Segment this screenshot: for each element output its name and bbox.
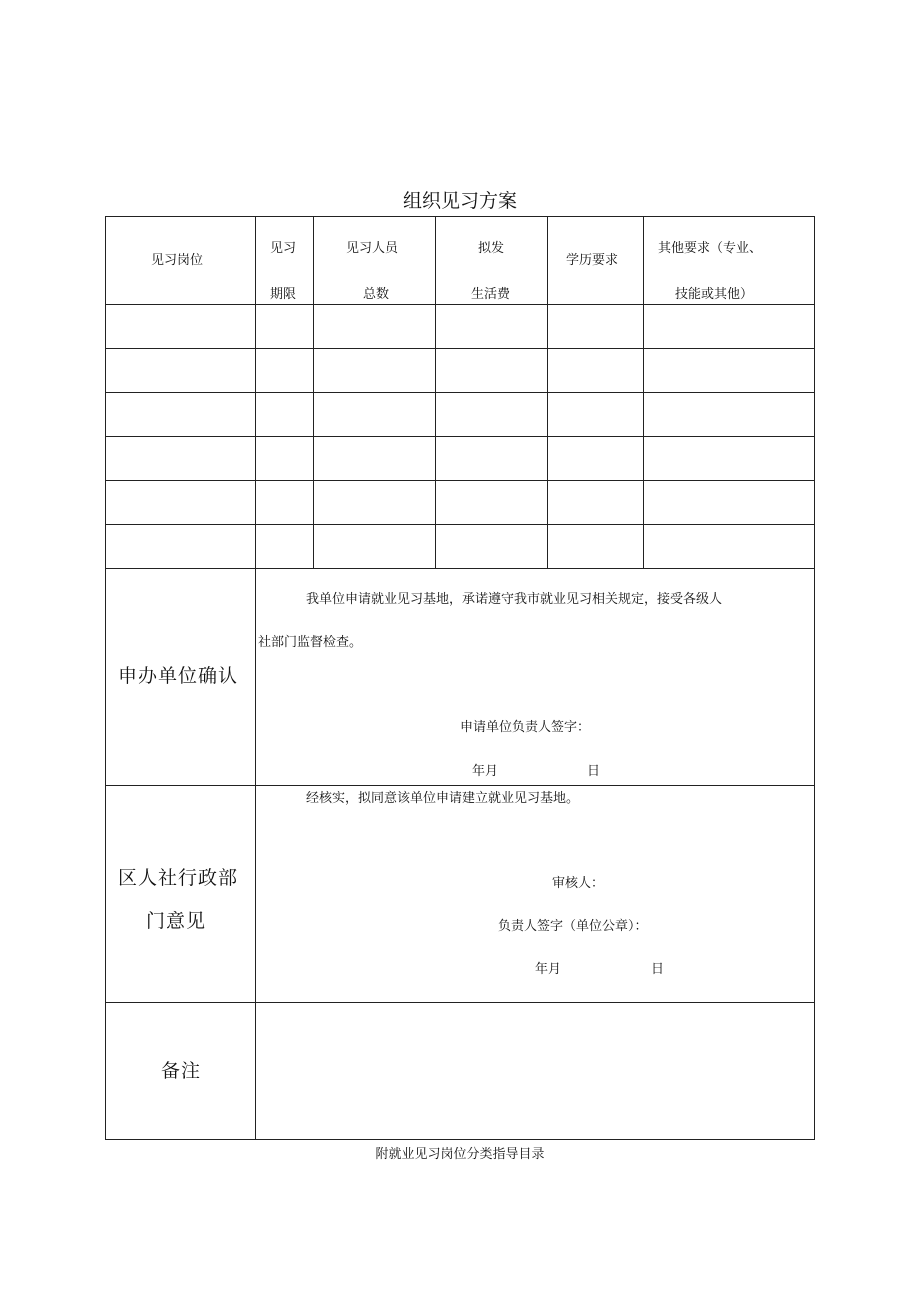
district-signature: 负责人签字（单位公章）：: [498, 919, 648, 934]
table-line: [105, 392, 815, 393]
district-label-line1: 区人社行政部: [118, 867, 239, 889]
district-label-line2: 门意见: [146, 910, 207, 932]
header-period-line1: 见习: [270, 241, 297, 256]
header-count-line1: 见习人员: [346, 241, 399, 256]
applicant-label: 申办单位确认: [118, 665, 239, 687]
table-line: [814, 216, 815, 1140]
district-statement: 经核实，拟同意该单位申请建立就业见习基地。: [306, 791, 580, 806]
header-position: 见习岗位: [151, 253, 204, 268]
remarks-label: 备注: [161, 1060, 202, 1082]
table-line: [105, 524, 815, 525]
district-day: 日: [651, 962, 665, 977]
table-line: [643, 216, 644, 568]
header-allowance-line1: 拟发: [478, 241, 505, 256]
table-line: [105, 216, 106, 1140]
attachment-note: 附就业见习岗位分类指导目录: [375, 1147, 545, 1162]
applicant-signature: 申请单位负责人签字：: [460, 720, 591, 735]
table-line: [105, 304, 815, 305]
table-line: [105, 348, 815, 349]
header-other-line2: 技能或其他）: [675, 287, 754, 302]
applicant-statement-line1: 我单位申请就业见习基地，承诺遵守我市就业见习相关规定，接受各级人: [306, 592, 723, 607]
district-year-month: 年月: [535, 962, 562, 977]
table-line: [255, 216, 256, 1140]
table-line: [105, 568, 815, 569]
header-count-line2: 总数: [363, 287, 390, 302]
table-line: [313, 216, 314, 568]
district-reviewer: 审核人：: [552, 876, 605, 891]
header-allowance-line2: 生活费: [471, 287, 511, 302]
table-line: [105, 1139, 815, 1140]
table-line: [105, 1002, 815, 1003]
table-line: [105, 216, 815, 217]
header-other-line1: 其他要求（专业、: [658, 241, 763, 256]
header-period-line2: 期限: [270, 287, 297, 302]
table-line: [105, 436, 815, 437]
applicant-statement-line2: 社部门监督检查。: [258, 635, 363, 650]
applicant-year-month: 年月: [472, 764, 499, 779]
table-line: [547, 216, 548, 568]
table-line: [105, 785, 815, 786]
page-title: 组织见习方案: [402, 190, 517, 212]
table-line: [105, 480, 815, 481]
table-line: [435, 216, 436, 568]
applicant-day: 日: [587, 764, 601, 779]
header-education: 学历要求: [566, 253, 619, 268]
